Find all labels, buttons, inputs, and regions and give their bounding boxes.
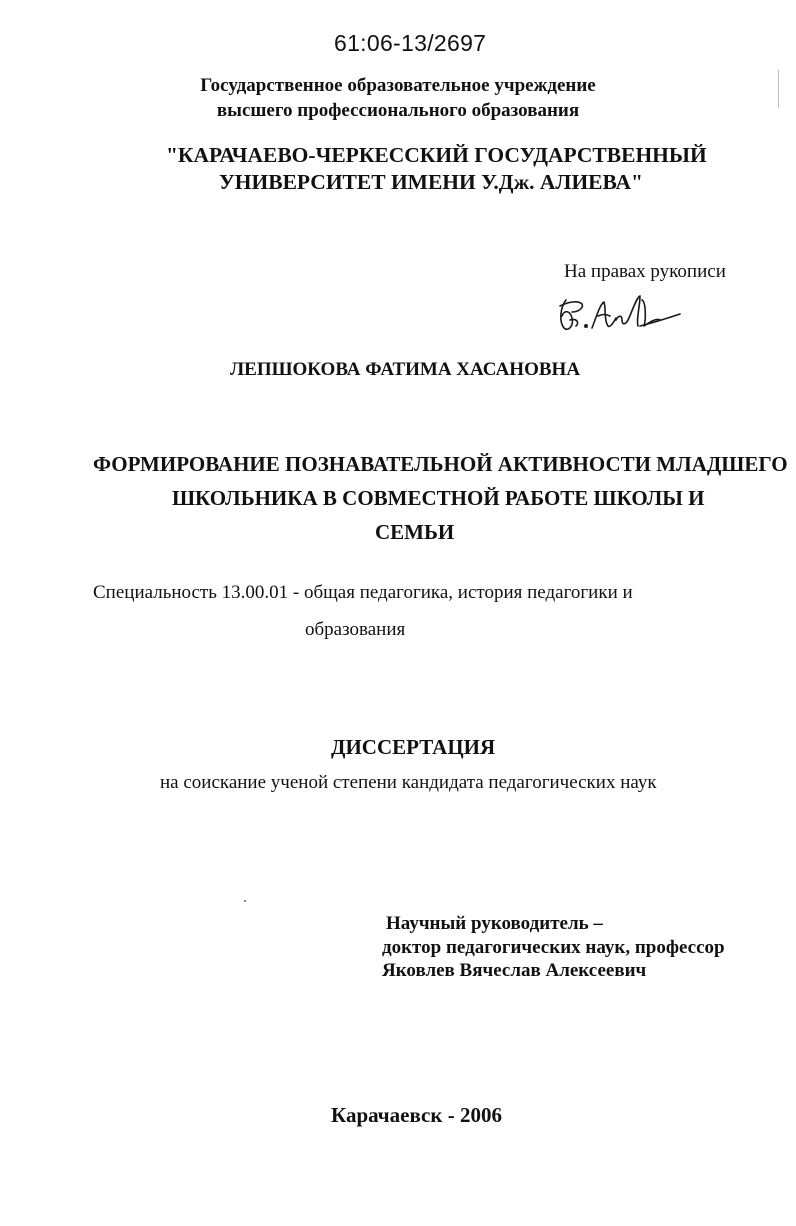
title-line-1: ФОРМИРОВАНИЕ ПОЗНАВАТЕЛЬНОЙ АКТИВНОСТИ МЛАДШЕГО (93, 452, 788, 476)
specialty-line-2: образования (305, 619, 406, 640)
manuscript-rights: На правах рукописи (564, 261, 726, 282)
supervisor-line-3: Яковлев Вячеслав Алексеевич (382, 960, 647, 981)
city-year: Карачаевск - 2006 (331, 1103, 502, 1127)
author-signature (556, 292, 682, 336)
title-line-3: СЕМЬИ (375, 520, 455, 544)
degree-line: на соискание ученой степени кандидата педагогических наук (160, 772, 657, 793)
document-type: ДИССЕРТАЦИЯ (331, 735, 496, 759)
scan-speck (244, 900, 246, 902)
author-name: ЛЕПШОКОВА ФАТИМА ХАСАНОВНА (230, 359, 581, 380)
institution-line-1: Государственное образовательное учреждение (200, 75, 596, 96)
supervisor-line-2: доктор педагогических наук, профессор (382, 937, 725, 958)
university-line-2: УНИВЕРСИТЕТ ИМЕНИ У.Дж. АЛИЕВА" (219, 170, 643, 194)
title-line-2: ШКОЛЬНИКА В СОВМЕСТНОЙ РАБОТЕ ШКОЛЫ И (172, 486, 705, 510)
specialty-line-1: Специальность 13.00.01 - общая педагогика, история педагогики и (93, 582, 633, 603)
archive-code: 61:06-13/2697 (334, 30, 487, 56)
university-line-1: "КАРАЧАЕВО-ЧЕРКЕССКИЙ ГОСУДАРСТВЕННЫЙ (166, 143, 707, 167)
institution-line-2: высшего профессионального образования (216, 100, 580, 121)
supervisor-line-1: Научный руководитель – (386, 913, 603, 934)
